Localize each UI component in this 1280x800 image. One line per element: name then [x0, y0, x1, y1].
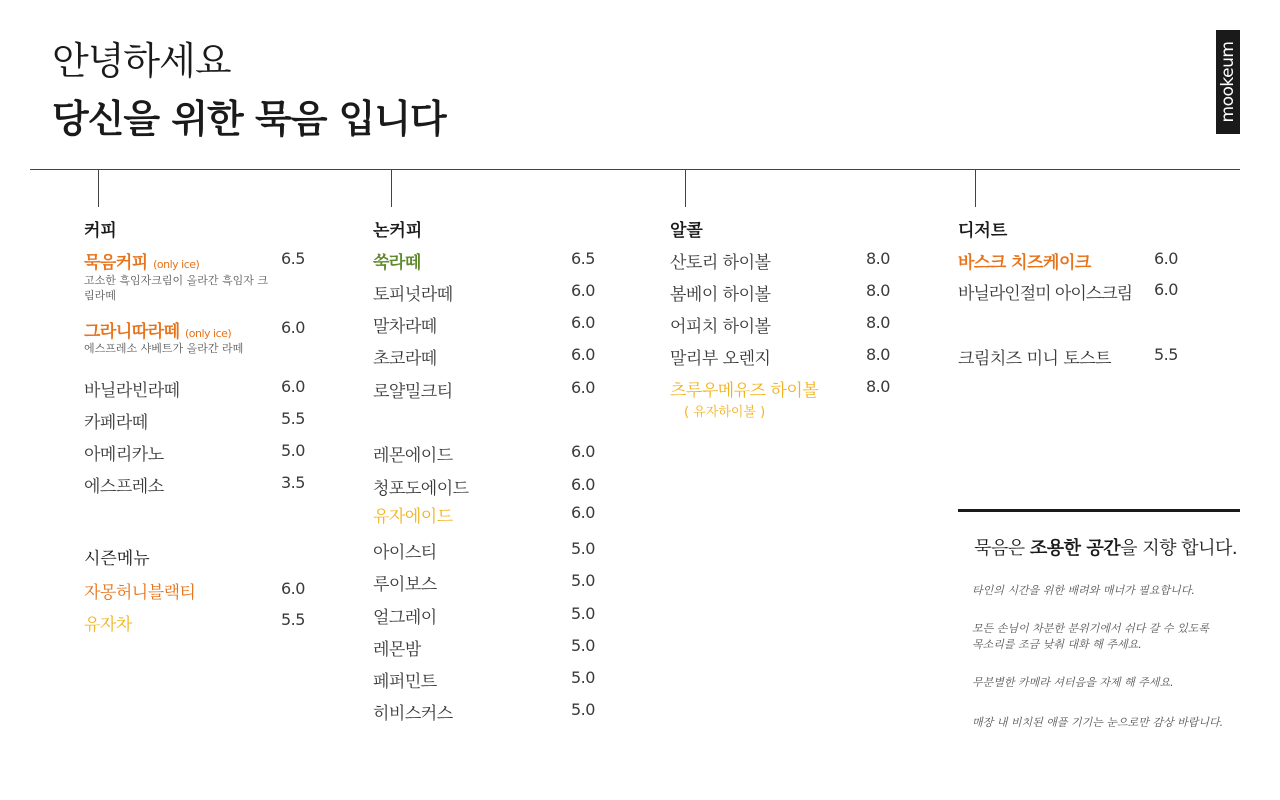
notice-heading-pre: 묵음은: [974, 538, 1030, 559]
brand-logo: [1216, 30, 1240, 134]
item-price: 5.5: [281, 409, 305, 428]
notice-bar: [958, 509, 1240, 512]
menu-item: 토피넛라떼: [373, 285, 453, 305]
notice-heading-bold: 조용한 공간: [1029, 538, 1121, 559]
menu-item: 어피치 하이볼: [670, 317, 771, 337]
item-subtitle: ( 유자하이볼 ): [684, 405, 766, 420]
item-price: 6.0: [1154, 249, 1178, 268]
item-price: 5.0: [571, 700, 595, 719]
item-price: 6.0: [571, 345, 595, 364]
menu-item-yuzu-ade: 유자에이드: [373, 507, 453, 527]
menu-item-grapefruit-tea: 자몽허니블랙티: [84, 583, 196, 603]
item-price: 6.0: [571, 313, 595, 332]
item-price: 5.0: [571, 604, 595, 623]
item-tag: (only ice): [184, 327, 232, 340]
item-price: 6.0: [281, 318, 305, 337]
item-price: 8.0: [866, 249, 890, 268]
item-price: 5.5: [281, 610, 305, 629]
menu-item: 레몬에이드: [373, 446, 453, 466]
menu-item: 페퍼민트: [373, 672, 437, 692]
item-name: 그라니따라떼: [84, 322, 180, 342]
item-price: 5.0: [571, 539, 595, 558]
notice-rule: 목소리를 조금 낮춰 대화 해 주세요.: [972, 638, 1142, 651]
noncoffee-title: 논커피: [373, 221, 423, 241]
tick-coffee: [98, 169, 99, 207]
divider-line: [30, 169, 1240, 170]
item-price: 6.0: [571, 475, 595, 494]
tick-noncoffee: [391, 169, 392, 207]
menu-item-yuzu-tea: 유자차: [84, 615, 132, 635]
item-price: 5.0: [571, 636, 595, 655]
menu-item-mugwort-latte: 쑥라떼: [373, 253, 421, 273]
item-price: 6.0: [571, 442, 595, 461]
item-price: 6.0: [1154, 280, 1178, 299]
menu-item-mookeum-coffee: [84, 248, 199, 273]
item-price: 6.0: [571, 503, 595, 522]
menu-item: 크림치즈 미니 토스트: [958, 349, 1112, 369]
menu-item: 에스프레소: [84, 477, 164, 497]
menu-item: 아메리카노: [84, 445, 164, 465]
notice-rule: 타인의 시간을 위한 배려와 매너가 필요합니다.: [972, 584, 1195, 597]
item-description: 에스프레소 샤베트가 올라간 라떼: [84, 342, 244, 355]
item-price: 8.0: [866, 281, 890, 300]
item-price: 5.5: [1154, 345, 1178, 364]
menu-item: 말차라떼: [373, 317, 437, 337]
item-description: 고소한 흑임자크림이 올라간 흑임자 크림라떼: [84, 274, 269, 302]
tick-dessert: [975, 169, 976, 207]
item-price: 5.0: [571, 571, 595, 590]
item-price: 6.0: [571, 378, 595, 397]
menu-item: 로얄밀크티: [373, 382, 453, 402]
notice-rule: 매장 내 비치된 애플 기기는 눈으로만 감상 바랍니다.: [972, 716, 1224, 729]
notice-rule: 무분별한 카메라 셔터음을 자제 해 주세요.: [972, 676, 1174, 689]
item-price: 8.0: [866, 313, 890, 332]
item-price: 8.0: [866, 345, 890, 364]
notice-heading-post: 을 지향 합니다.: [1120, 538, 1238, 559]
notice-heading: [974, 534, 1237, 560]
item-price: 3.5: [281, 473, 305, 492]
item-price: 5.0: [281, 441, 305, 460]
menu-item: 봄베이 하이볼: [670, 285, 771, 305]
menu-item-granita-latte: [84, 317, 231, 342]
dessert-title: 디저트: [958, 221, 1008, 241]
notice-rule: 모든 손님이 차분한 분위기에서 쉬다 갈 수 있도록: [972, 622, 1209, 635]
menu-item: 바닐라빈라떼: [84, 381, 180, 401]
coffee-title: 커피: [84, 221, 117, 241]
brand-logo-text: mookeum: [1218, 41, 1238, 123]
item-price: 6.0: [571, 281, 595, 300]
greeting: 안녕하세요: [52, 39, 231, 83]
menu-item: 루이보스: [373, 575, 437, 595]
menu-item-tsuruume-highball: 츠루우메유즈 하이볼: [670, 381, 819, 401]
menu-item: 아이스티: [373, 543, 437, 563]
item-price: 6.5: [281, 249, 305, 268]
menu-item: 바닐라인절미 아이스크림: [958, 284, 1133, 304]
item-tag: (only ice): [153, 258, 200, 271]
menu-item: 얼그레이: [373, 608, 437, 628]
tick-alcohol: [685, 169, 686, 207]
season-title: 시즌메뉴: [84, 549, 150, 569]
menu-item: 산토리 하이볼: [670, 253, 771, 273]
menu-item-basque-cheesecake: 바스크 치즈케이크: [958, 253, 1091, 273]
item-price: 8.0: [866, 377, 890, 396]
item-price: 6.0: [281, 377, 305, 396]
item-price: 5.0: [571, 668, 595, 687]
menu-item: 레몬밤: [373, 640, 421, 660]
menu-item: 청포도에이드: [373, 479, 469, 499]
menu-item: 초코라떼: [373, 349, 437, 369]
tagline: 당신을 위한 묵음 입니다: [52, 97, 446, 141]
item-price: 6.5: [571, 249, 595, 268]
menu-item: 카페라떼: [84, 413, 148, 433]
menu-item: 히비스커스: [373, 704, 453, 724]
menu-item: 말리부 오렌지: [670, 349, 771, 369]
item-price: 6.0: [281, 579, 305, 598]
alcohol-title: 알콜: [670, 221, 703, 241]
item-name: 묵음커피: [84, 253, 148, 273]
